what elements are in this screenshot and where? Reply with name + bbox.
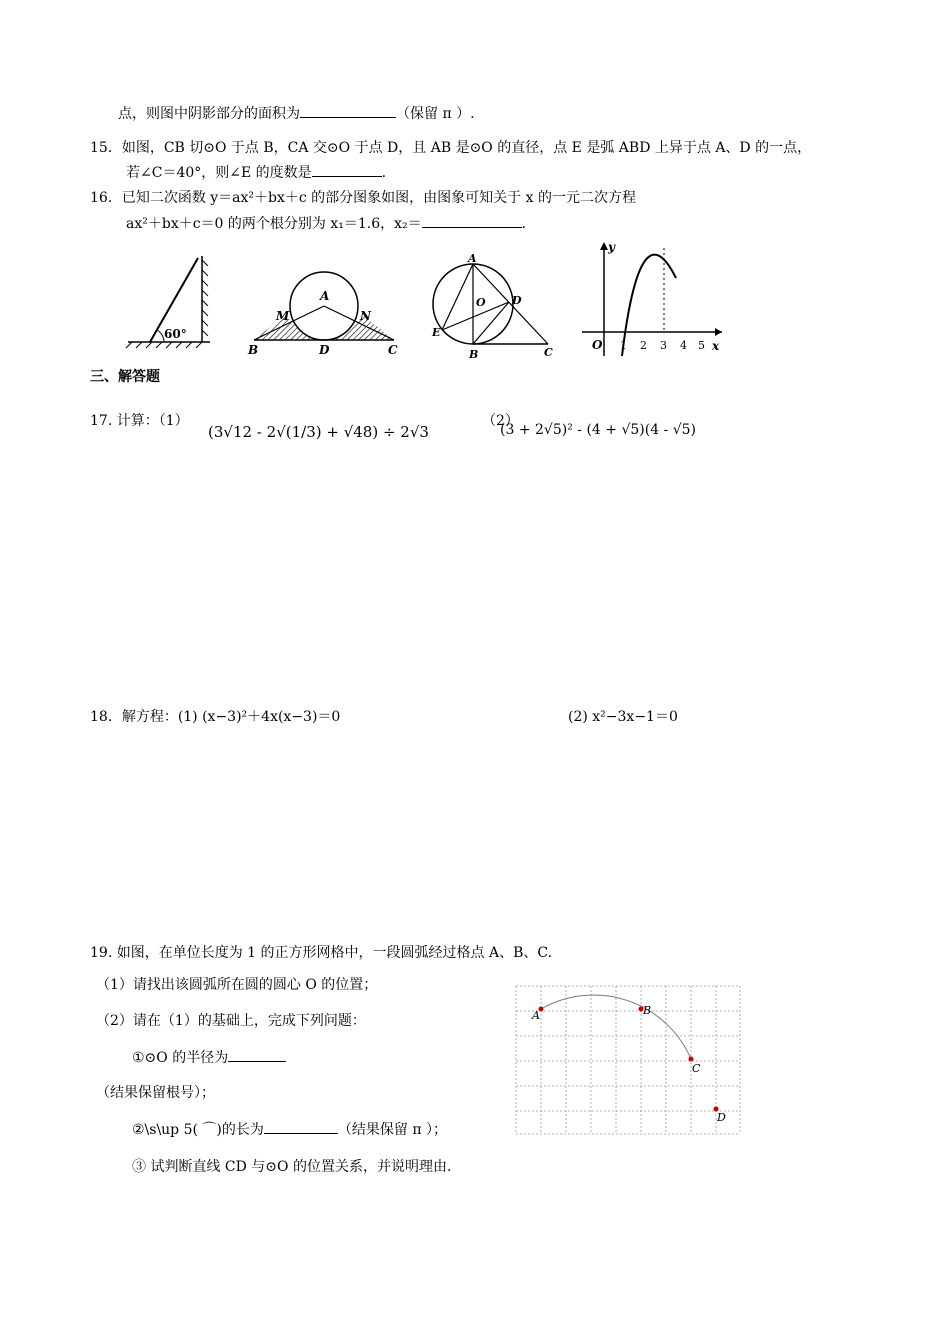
q14-suffix: （保留 π ）. bbox=[396, 106, 475, 122]
q15-line1: 15．如图，CB 切⊙O 于点 B，CA 交⊙O 于点 D，且 AB 是⊙O 的直径，点 E 是弧 ABD 上异于点 A、D 的一点， bbox=[90, 140, 812, 156]
fig3-label-e: E bbox=[432, 326, 441, 339]
q19-line3: （2）请在（1）的基础上，完成下列问题： bbox=[96, 1013, 366, 1029]
q19-arc-text: ②\s\up 5( ⌒)的长为 bbox=[132, 1122, 264, 1138]
grid-label-c: C bbox=[692, 1062, 701, 1075]
fig3-label-o: O bbox=[476, 296, 486, 309]
fig4-tick-3: 3 bbox=[660, 339, 667, 352]
figure-grid-arc bbox=[514, 984, 742, 1138]
fig2-label-a: A bbox=[320, 289, 330, 303]
q16-blank[interactable] bbox=[422, 213, 522, 228]
q15-blank[interactable] bbox=[312, 162, 382, 177]
q14-line bbox=[118, 103, 475, 124]
fig4-x-label: x bbox=[712, 339, 720, 353]
q19-line5: （结果保留根号）； bbox=[96, 1085, 215, 1101]
q19-arc-blank[interactable] bbox=[264, 1119, 338, 1134]
figure-circle-tangent bbox=[430, 252, 560, 364]
grid-label-d: D bbox=[717, 1111, 726, 1124]
q18-part2: (2) x²−3x−1＝0 bbox=[568, 709, 678, 725]
q15-text: 若∠C＝40°，则∠E 的度数是 bbox=[126, 165, 312, 181]
fig2-label-c: C bbox=[388, 343, 398, 357]
q16-line2 bbox=[126, 213, 526, 234]
fig1-angle-label: 60° bbox=[164, 327, 187, 341]
fig3-label-d: D bbox=[512, 294, 522, 307]
fig2-label-n: N bbox=[360, 309, 371, 323]
q19-line1: 19. 如图，在单位长度为 1 的正方形网格中，一段圆弧经过格点 A、B、C. bbox=[90, 945, 553, 961]
figure-circle-shaded bbox=[242, 258, 412, 358]
fig3-label-a: A bbox=[468, 252, 477, 265]
fig2-label-m: M bbox=[276, 309, 290, 323]
grid-label-a: A bbox=[532, 1009, 540, 1022]
q18-text: 18．解方程：(1) (x−3)²＋4x(x−3)＝0 bbox=[90, 709, 341, 725]
fig2-label-b: B bbox=[248, 343, 259, 357]
fig4-tick-4: 4 bbox=[680, 339, 687, 352]
fig4-tick-5: 5 bbox=[698, 339, 705, 352]
grid-label-b: B bbox=[643, 1004, 652, 1017]
q19-arc-end: （结果保留 π ）； bbox=[337, 1122, 447, 1138]
fig4-tick-1: 1 bbox=[620, 339, 627, 352]
q17-expr1: (3√12 - 2√(1/3) + √48) ÷ 2√3 bbox=[208, 423, 429, 441]
figure-triangle-wall bbox=[120, 250, 220, 355]
q19-radius-blank[interactable] bbox=[228, 1047, 286, 1062]
grid-point-c bbox=[689, 1057, 694, 1062]
section-heading: 三、解答题 bbox=[90, 369, 160, 385]
fig3-label-b: B bbox=[469, 348, 479, 361]
q19-line7: ③ 试判断直线 CD 与⊙O 的位置关系，并说明理由. bbox=[132, 1159, 452, 1175]
q14-blank[interactable] bbox=[300, 103, 396, 118]
q16-line1: 16．已知二次函数 y＝ax²＋bx＋c 的部分图象如图，由图象可知关于 x 的一元二次方程 bbox=[90, 190, 636, 206]
q19-line2: （1）请找出该圆弧所在圆的圆心 O 的位置； bbox=[96, 977, 378, 993]
q14-text: 点，则图中阴影部分的面积为 bbox=[118, 106, 300, 122]
fig3-label-c: C bbox=[544, 346, 553, 359]
q19-line6 bbox=[132, 1119, 447, 1140]
fig4-y-label: y bbox=[608, 240, 615, 254]
q15-line2 bbox=[126, 162, 386, 183]
fig4-tick-2: 2 bbox=[640, 339, 647, 352]
fig2-label-d: D bbox=[319, 343, 330, 357]
q16-end: . bbox=[521, 216, 527, 232]
q15-end: . bbox=[381, 165, 387, 181]
q19-radius-text: ①⊙O 的半径为 bbox=[132, 1050, 229, 1066]
q19-line4 bbox=[132, 1047, 286, 1068]
figure-parabola-graph bbox=[578, 238, 728, 360]
q17-expr2: (3 + 2√5)² - (4 + √5)(4 - √5) bbox=[500, 422, 697, 438]
fig4-origin-label: O bbox=[592, 338, 603, 352]
q16-text: ax²＋bx＋c＝0 的两个根分别为 x₁＝1.6，x₂＝ bbox=[126, 216, 422, 232]
q17-label: 17. 计算：（1） bbox=[90, 413, 189, 429]
q17-part2-label: （2） bbox=[482, 413, 519, 429]
